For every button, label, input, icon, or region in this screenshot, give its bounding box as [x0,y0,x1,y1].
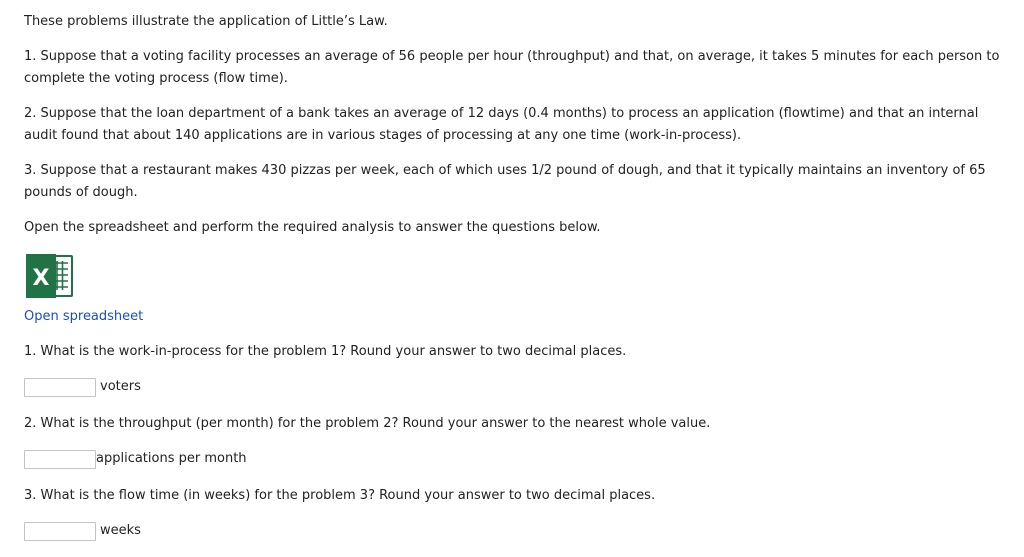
answer-row-2 [24,448,1004,470]
problem-2-line-1: 2. Suppose that the loan department of a bank takes an average of 12 days (0.4 months) to process an application (flowtime) and that an internal [24,106,979,121]
answer-row-3 [24,520,1004,542]
excel-icon-letter: X [32,266,50,291]
problem-1-line-1: 1. Suppose that a voting facility processes an average of 56 people per hour (throughput) and that, on average, it takes 5 minutes for each person to [24,49,1000,64]
answer-row-1 [24,376,1004,398]
problem-1 [24,46,1004,90]
open-spreadsheet-link[interactable]: Open spreadsheet [24,309,144,324]
problem-2-line-2: audit found that about 140 applications are in various stages of processing at any one time (work-in-process). [24,128,742,143]
question-2: 2. What is the throughput (per month) for the problem 2? Round your answer to the nearest whole value. [24,416,711,431]
answer-unit-2: applications per month [96,451,247,466]
problem-3 [24,160,1004,204]
instruction-text: Open the spreadsheet and perform the required analysis to answer the questions below. [24,220,601,235]
problem-2 [24,103,1004,147]
intro-text: These problems illustrate the application of Little’s Law. [24,14,388,29]
problem-3-line-2: pounds of dough. [24,185,138,200]
answer-input-2[interactable] [24,450,96,469]
problem-3-line-1: 3. Suppose that a restaurant makes 430 pizzas per week, each of which uses 1/2 pound of dough, and that it typically maintains an inventory of 65 [24,163,986,178]
answer-unit-1: voters [100,379,141,394]
excel-icon-graphic [24,252,74,300]
answer-unit-3: weeks [100,523,141,538]
question-3: 3. What is the flow time (in weeks) for the problem 3? Round your answer to two decimal places. [24,488,656,503]
excel-icon[interactable] [24,252,74,300]
question-1: 1. What is the work-in-process for the problem 1? Round your answer to two decimal places. [24,344,627,359]
problem-1-line-2: complete the voting process (flow time). [24,71,288,86]
answer-input-3[interactable] [24,522,96,541]
answer-input-1[interactable] [24,378,96,397]
problem-content [24,11,1004,557]
